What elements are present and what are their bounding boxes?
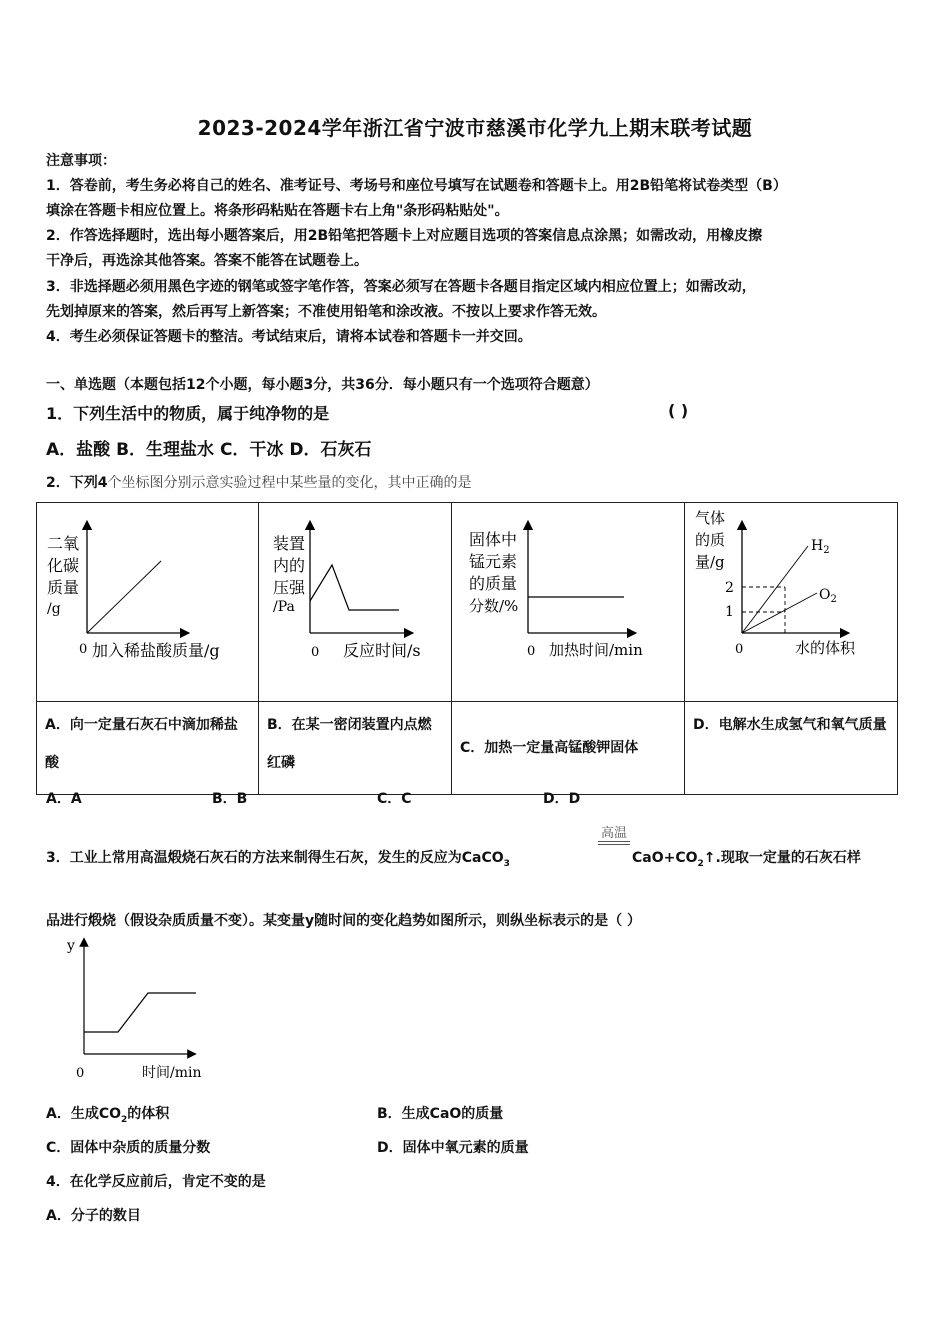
chart-a-xlabel: 加入稀盐酸质量/g	[92, 641, 220, 660]
chart-c-xlabel: 加热时间/min	[549, 641, 643, 659]
chart-cell-a	[37, 503, 259, 702]
chart-a-ylabel: 化碳	[47, 556, 80, 575]
q3-sub: 3	[503, 858, 510, 869]
notice-line: 2．作答选择题时，选出每小题答案后，用2B铅笔把答题卡上对应题目选项的答案信息点涂黑；如需改动，用橡皮擦	[46, 228, 763, 244]
caption-c: C．加热一定量高锰酸钾固体	[452, 702, 685, 795]
question-3-line2: 品进行煅烧（假设杂质质量不变）。某变量y随时间的变化趋势如图所示，则纵坐标表示的是（ ）	[46, 913, 641, 929]
chart-d-ylabel: 量/g	[695, 553, 725, 571]
chart-b-ylabel: 装置	[273, 534, 306, 553]
question-4-stem: 4．在化学反应前后，肯定不变的是	[46, 1174, 266, 1190]
answer-bracket: ( )	[668, 401, 689, 420]
q3-text: ↑.现取一定量的石灰石样	[703, 850, 861, 866]
chart-b-ylabel: 压强	[273, 578, 306, 597]
q3-option-b[interactable]: B．生成CaO的质量	[377, 1106, 504, 1122]
q3-option-text: A．生成CO	[46, 1106, 122, 1122]
chart-d-legend-o2: $O_2$	[819, 587, 837, 605]
chart-a-ylabel: 质量	[47, 578, 80, 597]
question-2-stem-bold: 2．下列4	[46, 475, 108, 491]
chart-d-xlabel: 水的体积	[795, 639, 856, 657]
chart-a	[37, 503, 258, 697]
chart-cell-c	[452, 503, 685, 702]
chart-b	[259, 503, 451, 697]
chart-cell-d	[685, 503, 898, 702]
chart-c-ylabel: 固体中	[469, 530, 518, 549]
reaction-equals	[598, 841, 630, 845]
chart-c	[452, 503, 684, 697]
chart-b-xlabel: 反应时间/s	[343, 641, 421, 660]
chart-c-ylabel: 锰元素	[469, 552, 518, 571]
chart-d-tick: 2	[725, 580, 734, 596]
q3-option-sub: 2	[121, 1114, 128, 1125]
notice-line: 3．非选择题必须用黑色字迹的钢笔或签字笔作答，答案必须写在答题卡各题目指定区域内相应位置上；如需改动，	[46, 279, 756, 295]
q3-text: 3．工业上常用高温煅烧石灰石的方法来制得生石灰，发生的反应为CaCO	[46, 850, 504, 866]
q3-graph-xlabel: 时间/min	[142, 1065, 202, 1081]
answer-option-b[interactable]: B．B	[212, 791, 248, 807]
question-3-line1-rest	[632, 847, 861, 869]
q3-option-a[interactable]	[46, 1103, 169, 1125]
chart-d-tick: 1	[725, 604, 734, 620]
chart-b-ylabel: 内的	[273, 556, 306, 575]
question-2-stem-rest: 个坐标图分别示意实验过程中某些量的变化，其中正确的是	[107, 475, 472, 491]
chart-d-origin: 0	[735, 642, 744, 657]
q3-option-text: 的体积	[127, 1106, 170, 1122]
chart-cell-b	[259, 503, 452, 702]
q3-option-c[interactable]: C．固体中杂质的质量分数	[46, 1140, 211, 1156]
question-2-stem	[46, 472, 471, 492]
caption-d: D．电解水生成氢气和氧气质量	[685, 702, 898, 795]
chart-a-ylabel: 二氧	[47, 534, 80, 553]
notice-line: 干净后，再选涂其他答案。答案不能答在试题卷上。	[46, 253, 368, 269]
q3-text: CaO+CO	[632, 850, 698, 866]
q3-option-d[interactable]: D．固体中氧元素的质量	[377, 1140, 529, 1156]
answer-option-a[interactable]: A．A	[46, 791, 82, 807]
page-title: 2023-2024学年浙江省宁波市慈溪市化学九上期末联考试题	[197, 116, 753, 140]
section-heading: 一、单选题（本题包括12个小题，每小题3分，共36分．每小题只有一个选项符合题意）	[46, 377, 599, 393]
q3-sub: 2	[697, 858, 704, 869]
q4-option-a[interactable]: A．分子的数目	[46, 1208, 141, 1224]
chart-c-origin: 0	[527, 644, 536, 659]
chart-d	[685, 503, 897, 697]
question-1-options: A．盐酸 B．生理盐水 C．干冰 D．石灰石	[46, 440, 372, 460]
q3-graph-origin: 0	[76, 1066, 85, 1081]
chart-a-ylabel: /g	[47, 601, 61, 617]
chart-d-ylabel: 气体	[695, 509, 726, 527]
chart-c-ylabel: 分数/%	[469, 597, 519, 615]
notice-heading: 注意事项：	[46, 153, 116, 169]
question-2-chart-table	[36, 502, 898, 795]
chart-a-origin: 0	[79, 642, 88, 657]
notice-line: 填涂在答题卡相应位置上。将条形码粘贴在答题卡右上角"条形码粘贴处"。	[46, 203, 509, 219]
q3-graph	[50, 932, 220, 1082]
chart-d-ylabel: 的质	[695, 531, 726, 549]
chart-b-origin: 0	[311, 645, 320, 660]
notice-line: 先划掉原来的答案，然后再写上新答案；不准使用铅笔和涂改液。不按以上要求作答无效。	[46, 304, 606, 320]
caption-b: B．在某一密闭装置内点燃红磷	[259, 702, 452, 795]
reaction-condition: 高温	[600, 826, 627, 841]
q3-graph-ylabel: y	[67, 938, 75, 954]
notice-line: 1．答卷前，考生务必将自己的姓名、准考证号、考场号和座位号填写在试题卷和答题卡上。用2B铅笔将试卷类型（B）	[46, 178, 787, 194]
question-3-line1	[46, 847, 510, 869]
chart-b-ylabel: /Pa	[273, 599, 295, 615]
caption-a: A．向一定量石灰石中滴加稀盐酸	[37, 702, 259, 795]
notice-line: 4．考生必须保证答题卡的整洁。考试结束后，请将本试卷和答题卡一并交回。	[46, 329, 532, 345]
question-1-stem: 1．下列生活中的物质，属于纯净物的是	[46, 404, 330, 423]
chart-d-legend-h2: $H_2$	[811, 538, 830, 556]
answer-option-d[interactable]: D．D	[543, 791, 581, 807]
answer-option-c[interactable]: C．C	[377, 791, 412, 807]
chart-c-ylabel: 的质量	[469, 574, 518, 593]
